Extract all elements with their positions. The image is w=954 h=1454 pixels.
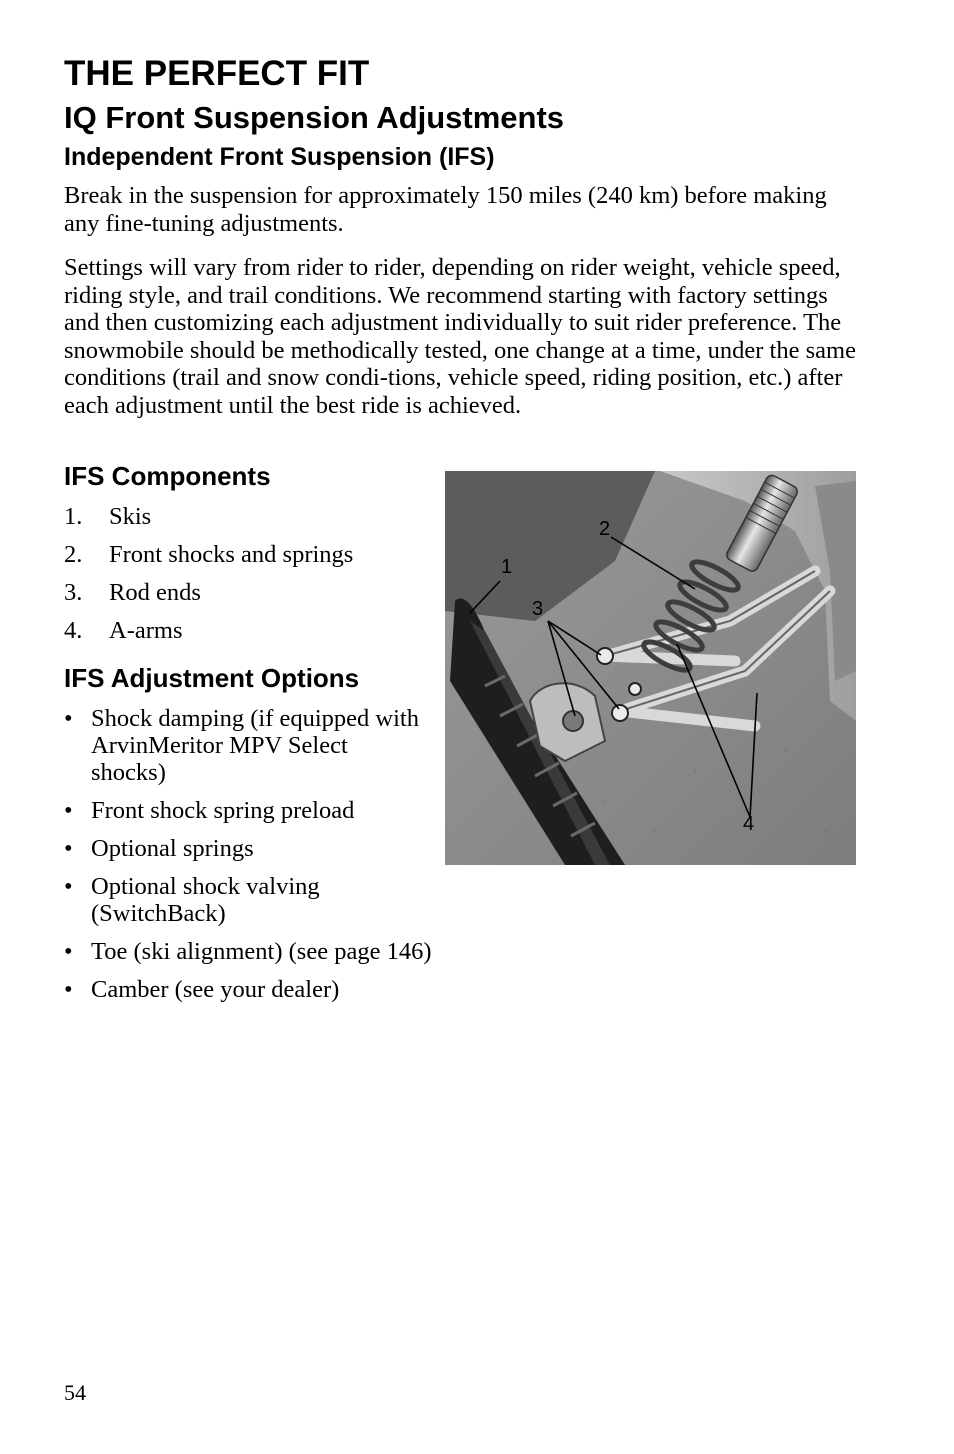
list-item-label: Optional shock valving (SwitchBack): [91, 873, 320, 927]
settings-paragraph: Settings will vary from rider to rider, depending on rider weight, vehicle speed, riding style, and trail conditions. We recommend starting with factory settings and then customizing each adjustment individually to suit rider preference. The snowmobile should be methodically tested, one change at a time, under the same conditions (trail and snow condi-tions, vehicle speed, riding position, etc.) after each adjustment until the best ride is achieved.: [64, 254, 856, 419]
suspension-illustration: [445, 471, 856, 865]
list-item-number: 4.: [64, 617, 83, 644]
bullet-marker: •: [64, 835, 73, 862]
list-item-label: Camber (see your dealer): [91, 976, 340, 1003]
list-item: [64, 835, 511, 862]
bullet-marker: •: [64, 705, 73, 732]
section-heading: IQ Front Suspension Adjustments: [64, 100, 565, 135]
list-item-label: Skis: [109, 503, 152, 530]
page-title: THE PERFECT FIT: [64, 54, 370, 93]
list-item-label: Optional springs: [91, 835, 254, 862]
components-heading: IFS Components: [64, 461, 271, 491]
list-item: [64, 705, 421, 786]
callout-3: 3: [532, 598, 544, 620]
bullet-marker: •: [64, 976, 73, 1003]
list-item-label: Toe (ski alignment) (see page 146): [91, 938, 432, 965]
bullet-marker: •: [64, 797, 73, 824]
list-item-label: Front shock spring preload: [91, 797, 355, 824]
list-item-label: Rod ends: [109, 579, 201, 606]
callout-1: 1: [501, 556, 513, 578]
bullet-marker: •: [64, 873, 73, 900]
list-item: [64, 976, 511, 1003]
ifs-suspension-photo: [445, 471, 856, 865]
options-list: [64, 705, 511, 1014]
list-item-label: A-arms: [109, 617, 183, 644]
list-item: [64, 797, 511, 824]
intro-paragraph: Break in the suspension for approximately 150 miles (240 km) before making any fine-tuning adjustments.: [64, 182, 827, 237]
list-item: [64, 938, 511, 965]
options-heading: IFS Adjustment Options: [64, 663, 360, 693]
page-number: 54: [64, 1380, 86, 1405]
list-item-number: 1.: [64, 503, 83, 530]
list-item-label: Shock damping (if equipped with ArvinMeritor MPV Select shocks): [91, 705, 419, 786]
bullet-marker: •: [64, 938, 73, 965]
subsection-heading: Independent Front Suspension (IFS): [64, 143, 495, 171]
callout-4: 4: [743, 813, 755, 835]
list-item-number: 2.: [64, 541, 83, 568]
list-item-label: Front shocks and springs: [109, 541, 354, 568]
list-item: [64, 873, 391, 927]
callout-2: 2: [599, 518, 611, 540]
list-item-number: 3.: [64, 579, 83, 606]
